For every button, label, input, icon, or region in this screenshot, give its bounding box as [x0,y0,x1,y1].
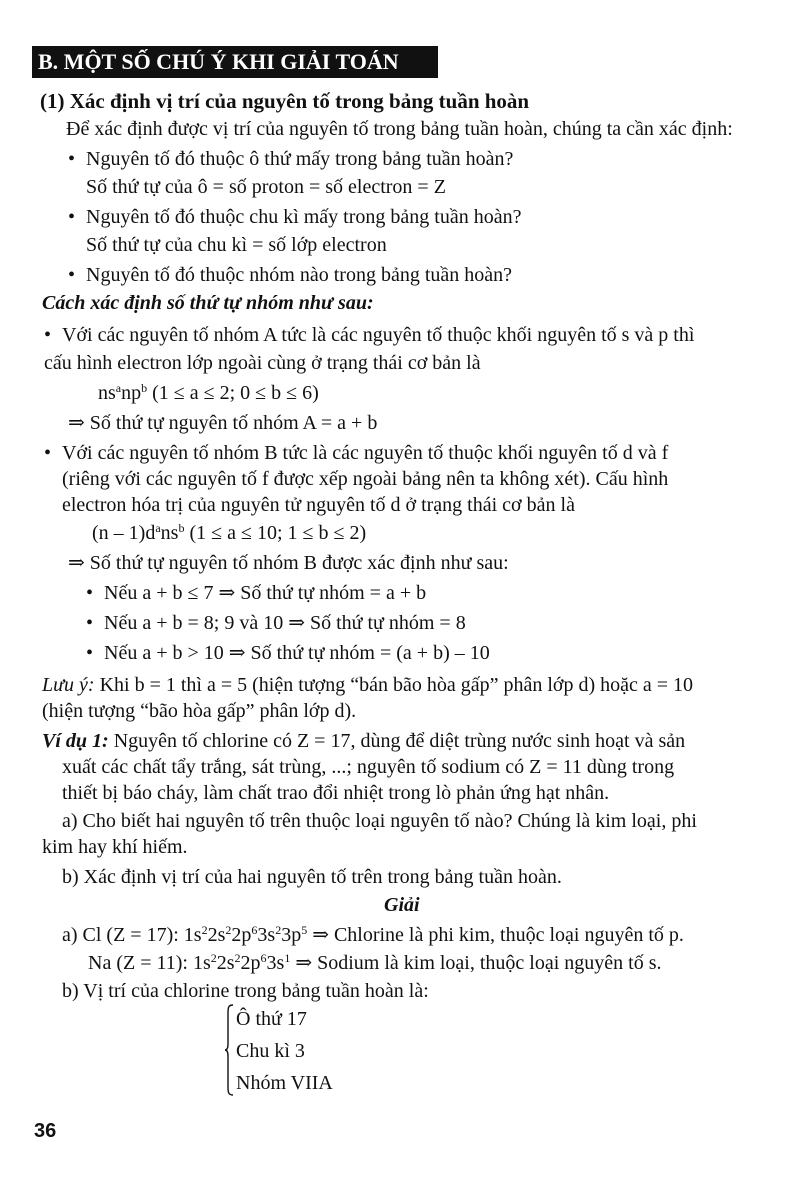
solution-heading: Giải [384,894,420,916]
group-b-line-3: electron hóa trị của nguyên tử nguyên tố d ở trạng thái cơ bản là [62,494,575,516]
heading-position: (1) Xác định vị trí của nguyên tố trong bảng tuần hoàn [40,89,530,113]
example-line-2: xuất các chất tẩy trắng, sát trùng, ...; nguyên tố sodium có Z = 11 dùng trong [62,756,675,778]
group-b-result: ⇒ Số thứ tự nguyên tố nhóm B được xác định như sau: [68,552,509,574]
question-1-answer: Số thứ tự của ô = số proton = số electron = Z [86,176,446,198]
bullet-icon [86,580,104,606]
note-label: Lưu ý: [42,674,95,696]
note-line-1: Lưu ý: Khi b = 1 thì a = 5 (hiện tượng “bán bão hòa gấp” phân lớp d) hoặc a = 10 [42,674,694,696]
group-b-case-3: •Nếu a + b > 10 ⇒ Số thứ tự nhóm = (a + b) – 10 [86,640,490,666]
question-a-line-1: a) Cho biết hai nguyên tố trên thuộc loại nguyên tố nào? Chúng là kim loại, phi [62,810,697,832]
question-a-line-2: kim hay khí hiếm. [42,836,188,858]
position-period: Chu kì 3 [236,1040,305,1062]
solution-a-chlorine: a) Cl (Z = 17): $1s^22s^22p^63s^23p^5$ ⇒ Chlorine là phi kim, thuộc loại nguyên tố p. [62,923,684,946]
example-line-3: thiết bị báo cháy, làm chất trao đổi nhiệt trong lò phản ứng hạt nhân. [62,782,610,804]
question-1: •Nguyên tố đó thuộc ô thứ mấy trong bảng tuần hoàn? [68,146,513,172]
bullet-icon [44,322,62,348]
bullet-icon [86,640,104,666]
group-b-case-1: •Nếu a + b ≤ 7 ⇒ Số thứ tự nhóm = a + b [86,580,426,606]
intro-text: Để xác định được vị trí của nguyên tố trong bảng tuần hoàn, chúng ta cần xác định: [66,118,733,140]
bullet-icon [44,440,62,466]
brace-icon [224,1004,234,1096]
group-a-result: ⇒ Số thứ tự nguyên tố nhóm A = a + b [68,412,378,434]
bullet-icon [86,610,104,636]
question-2-answer: Số thứ tự của chu kì = số lớp electron [86,234,387,256]
group-a-formula: $ns^anp^b$ (1 ≤ a ≤ 2; 0 ≤ b ≤ 6) [98,381,319,404]
note-line-2: (hiện tượng “bão hòa gấp” phân lớp d). [42,700,357,722]
bullet-icon [68,262,86,288]
group-b-line-1: •Với các nguyên tố nhóm B tức là các nguyên tố thuộc khối nguyên tố d và f [44,440,668,466]
group-b-line-2: (riêng với các nguyên tố f được xếp ngoài bảng nên ta không xét). Cấu hình [62,468,669,490]
question-2: •Nguyên tố đó thuộc chu kì mấy trong bảng tuần hoàn? [68,204,521,230]
position-cell: Ô thứ 17 [236,1008,307,1030]
group-b-formula: $(n - 1)d^ans^b$ (1 ≤ a ≤ 10; 1 ≤ b ≤ 2) [92,521,367,544]
group-a-line-2: cấu hình electron lớp ngoài cùng ở trạng thái cơ bản là [44,352,481,374]
page-number: 36 [34,1120,57,1142]
position-group: Nhóm VIIA [236,1072,333,1094]
group-a-line-1: •Với các nguyên tố nhóm A tức là các nguyên tố thuộc khối nguyên tố s và p thì [44,322,694,348]
question-3: •Nguyên tố đó thuộc nhóm nào trong bảng tuần hoàn? [68,262,512,288]
bullet-icon [68,204,86,230]
question-b: b) Xác định vị trí của hai nguyên tố trên trong bảng tuần hoàn. [62,866,562,888]
solution-b: b) Vị trí của chlorine trong bảng tuần hoàn là: [62,980,429,1002]
section-title: B. MỘT SỐ CHÚ Ý KHI GIẢI TOÁN [32,46,438,78]
group-b-case-2: •Nếu a + b = 8; 9 và 10 ⇒ Số thứ tự nhóm = 8 [86,610,466,636]
example-line-1: Ví dụ 1: Nguyên tố chlorine có Z = 17, dùng để diệt trùng nước sinh hoạt và sản [42,730,686,752]
example-label: Ví dụ 1: [42,730,109,752]
bullet-icon [68,146,86,172]
method-heading: Cách xác định số thứ tự nhóm như sau: [42,292,374,314]
solution-a-sodium: Na (Z = 11): $1s^22s^22p^63s^1$ ⇒ Sodium là kim loại, thuộc loại nguyên tố s. [88,951,662,974]
